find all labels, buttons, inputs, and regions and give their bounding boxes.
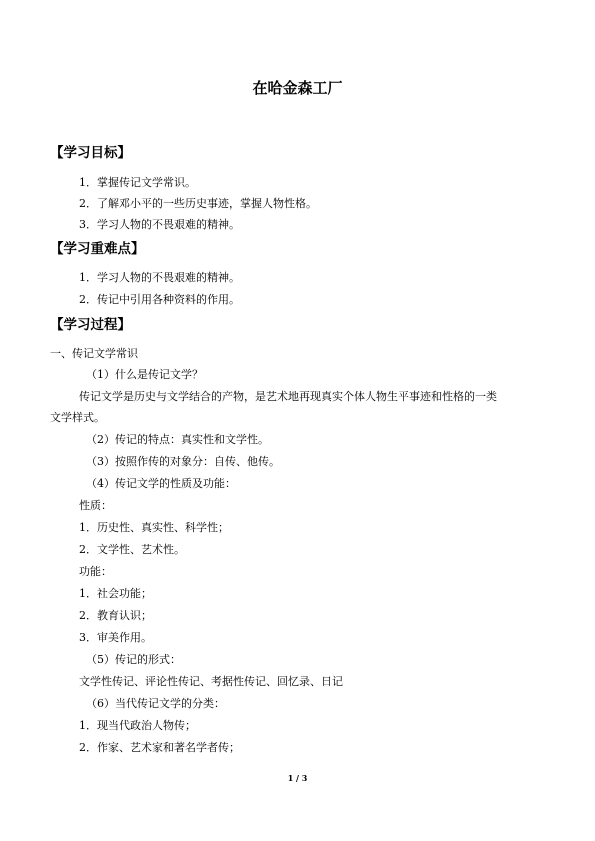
key-point-item: 1．学习人物的不畏艰难的精神。 (79, 271, 240, 284)
process-line: （6）当代传记文学的分类： (86, 697, 225, 710)
section-heading-key-points: 【学习重难点】 (50, 241, 145, 257)
goal-item: 3．学习人物的不畏艰难的精神。 (79, 218, 240, 231)
process-line: （4）传记文学的性质及功能： (86, 477, 236, 490)
process-line: 2．文学性、艺术性。 (79, 543, 185, 556)
page-title: 在哈金森工厂 (252, 79, 343, 97)
process-line: （3）按照作传的对象分：自传、他传。 (86, 455, 280, 468)
process-line: 1．社会功能； (79, 587, 152, 600)
process-line: 性质： (79, 499, 112, 512)
goal-item: 2．了解邓小平的一些历史事迹，掌握人物性格。 (79, 197, 317, 210)
process-line: 2．教育认识； (79, 609, 152, 622)
process-line: 3．审美作用。 (79, 631, 152, 644)
process-line: （5）传记的形式： (86, 653, 181, 666)
process-line: 2．作家、艺术家和著名学者传； (79, 741, 240, 754)
process-line: （1）什么是传记文学？ (86, 368, 203, 381)
section-heading-process: 【学习过程】 (50, 317, 131, 333)
process-line: （2）传记的特点：真实性和文学性。 (86, 433, 269, 446)
process-line: 功能： (79, 565, 112, 578)
process-line: 1．现当代政治人物传； (79, 719, 196, 732)
page-number: 1 / 3 (287, 773, 308, 783)
process-line: 传记文学是历史与文学结合的产物，是艺术地再现真实个体人物生平事迹和性格的一类 (79, 390, 497, 403)
process-line: 一、传记文学常识 (50, 347, 138, 360)
process-line: 文学样式。 (50, 411, 105, 424)
process-line: 1．历史性、真实性、科学性； (79, 521, 229, 534)
goal-item: 1．掌握传记文学常识。 (79, 176, 196, 189)
section-heading-goals: 【学习目标】 (50, 145, 131, 161)
process-line: 文学性传记、评论性传记、考据性传记、回忆录、日记 (79, 675, 343, 688)
key-point-item: 2．传记中引用各种资料的作用。 (79, 293, 240, 306)
